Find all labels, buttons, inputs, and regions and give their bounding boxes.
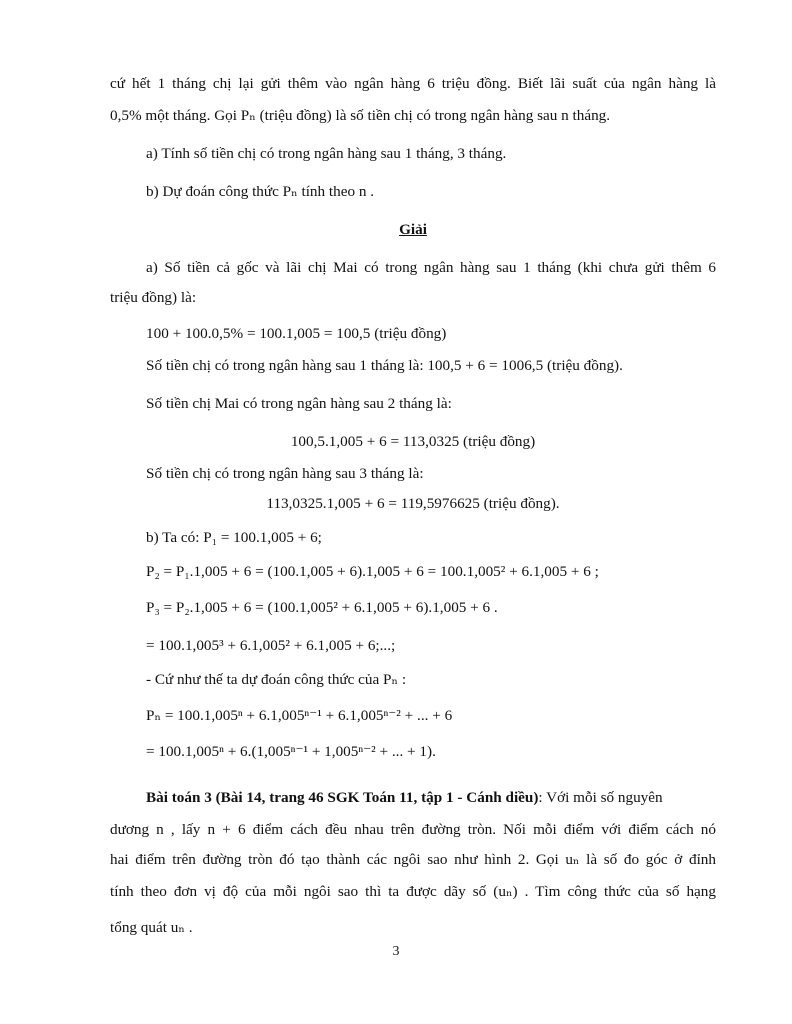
math-line: Pₙ = 100.1,005ⁿ + 6.1,005ⁿ⁻¹ + 6.1,005ⁿ⁻² + ... + 6 (146, 707, 453, 724)
text-line: dương n , lấy n + 6 điểm cách đều nhau trên đường tròn. Nối mỗi điểm với điểm cách nó (110, 821, 716, 838)
math-line: = 100.1,005ⁿ + 6.(1,005ⁿ⁻¹ + 1,005ⁿ⁻² + ... + 1). (146, 743, 436, 760)
math-line: 113,0325.1,005 + 6 = 119,5976625 (triệu đồng). (266, 495, 560, 512)
text-line: - Cứ như thế ta dự đoán công thức của Pₙ : (146, 671, 407, 688)
math-line: = 100.1,005³ + 6.1,005² + 6.1,005 + 6;...; (146, 637, 396, 654)
math-line: 100,5.1,005 + 6 = 113,0325 (triệu đồng) (290, 433, 536, 450)
text-line: b) Dự đoán công thức Pₙ tính theo n . (146, 183, 375, 200)
math-line: 100 + 100.0,5% = 100.1,005 = 100,5 (triệu đồng) (146, 325, 447, 342)
problem-line (146, 788, 663, 808)
text-line: cứ hết 1 tháng chị lại gửi thêm vào ngân hàng 6 triệu đồng. Biết lãi suất của ngân hàng là (110, 75, 716, 92)
text-line: a) Tính số tiền chị có trong ngân hàng sau 1 tháng, 3 tháng. (146, 145, 507, 162)
text-line: triệu đồng) là: (110, 289, 197, 306)
text-line: tính theo đơn vị độ của mỗi ngôi sao thì ta được dãy số (uₙ) . Tìm công thức của số hạng (110, 883, 716, 900)
section-heading: Giải (399, 221, 427, 238)
math-line: P₃ = P₂.1,005 + 6 = (100.1,005² + 6.1,005 + 6).1,005 + 6 . (146, 599, 498, 616)
math-line: P₂ = P₁.1,005 + 6 = (100.1,005 + 6).1,005 + 6 = 100.1,005² + 6.1,005 + 6 ; (146, 563, 599, 580)
math-line: b) Ta có: P₁ = 100.1,005 + 6; (146, 529, 322, 546)
text-line: 0,5% một tháng. Gọi Pₙ (triệu đồng) là số tiền chị có trong ngân hàng sau n tháng. (110, 107, 611, 124)
page-number: 3 (392, 944, 400, 959)
text-line: hai điểm trên đường tròn đó tạo thành các ngôi sao như hình 2. Gọi uₙ là số đo góc ở đỉnh (110, 851, 716, 868)
text-line: tổng quát uₙ . (110, 919, 193, 936)
text-line: a) Số tiền cả gốc và lãi chị Mai có trong ngân hàng sau 1 tháng (khi chưa gửi thêm 6 (146, 259, 716, 276)
text-line: Số tiền chị có trong ngân hàng sau 3 tháng là: (146, 465, 424, 482)
text-line: Số tiền chị có trong ngân hàng sau 1 tháng là: 100,5 + 6 = 1006,5 (triệu đồng). (146, 357, 623, 374)
problem-title: Bài toán 3 (Bài 14, trang 46 SGK Toán 11, tập 1 - Cánh diều) (146, 789, 539, 806)
text-line: Số tiền chị Mai có trong ngân hàng sau 2 tháng là: (146, 395, 452, 412)
problem-text: : Với mỗi số nguyên (538, 789, 663, 806)
